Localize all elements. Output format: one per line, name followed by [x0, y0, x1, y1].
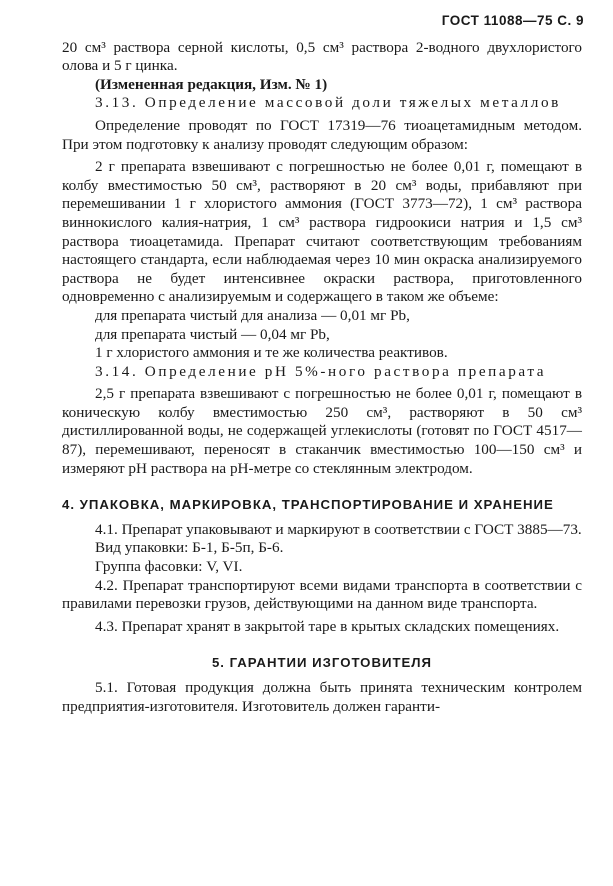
page-header: ГОСТ 11088—75 С. 9 — [441, 13, 584, 28]
paragraph: 20 см³ раствора серной кислоты, 0,5 см³ раствора 2-водного двухлористого олова и 5 г цинка. — [62, 38, 582, 75]
paragraph: 4.1. Препарат упаковывают и маркируют в соответствии с ГОСТ 3885—73. — [95, 520, 582, 538]
list-item: Вид упаковки: Б-1, Б-5п, Б-6. — [95, 539, 284, 557]
amendment-note: (Измененная редакция, Изм. № 1) — [95, 75, 328, 93]
clause-heading: 3.14. Определение pH 5%-ного раствора препарата — [95, 362, 547, 380]
document-page — [62, 12, 582, 716]
list-item: 1 г хлористого аммония и те же количества реактивов. — [95, 344, 448, 362]
list-item: Группа фасовки: V, VI. — [95, 558, 243, 576]
section-heading: 4. УПАКОВКА, МАРКИРОВКА, ТРАНСПОРТИРОВАНИЕ И ХРАНЕНИЕ — [62, 497, 554, 513]
paragraph: Определение проводят по ГОСТ 17319—76 тиоацетамидным методом. При этом подготовку к анализу проводят следующим образом: — [62, 116, 582, 153]
paragraph: 5.1. Готовая продукция должна быть принята техническим контролем предприятия-изготовителя. Изготовитель должен гаранти- — [62, 679, 582, 715]
section-heading: 5. ГАРАНТИИ ИЗГОТОВИТЕЛЯ — [211, 655, 433, 671]
clause-heading: 3.13. Определение массовой доли тяжелых металлов — [95, 94, 561, 112]
paragraph: 2 г препарата взвешивают с погрешностью не более 0,01 г, помещают в колбу вместимостью 50 см³, растворяют в 20 см³ воды, прибавляют при перемешивании 1 г хлористого аммония (ГОСТ 3773—72), 1 см³ раствора виннокислого калия-натрия, 1 см³ раствора гидроокиси натрия и 1,5 см³ раствора тиоацетамида. Препарат считают соответствующим требованиям настоящего стандарта, если наблюдаемая через 10 мин окраска анализируемого раствора не будет интенсивнее окраски раствора, приготовленного одновременно с анализируемым и содержащего в таком же объеме: — [62, 158, 582, 306]
paragraph: 2,5 г препарата взвешивают с погрешностью не более 0,01 г, помещают в коническую колбу вместимостью 250 см³, растворяют в 50 см³ дистиллированной воды, не содержащей углекислоты (готовят по ГОСТ 4517—87), перемешивают, переносят в стаканчик вместимостью 100—150 см³ и измеряют pH раствора на pH-метре со стеклянным электродом. — [62, 385, 582, 477]
paragraph: 4.3. Препарат хранят в закрытой таре в крытых складских помещениях. — [95, 617, 560, 635]
list-item: для препарата чистый для анализа — 0,01 мг Pb, — [95, 306, 410, 324]
paragraph: 4.2. Препарат транспортируют всеми видами транспорта в соответствии с правилами перевозки грузов, действующими на данном виде транспорта. — [62, 576, 582, 613]
list-item: для препарата чистый — 0,04 мг Pb, — [95, 325, 330, 343]
